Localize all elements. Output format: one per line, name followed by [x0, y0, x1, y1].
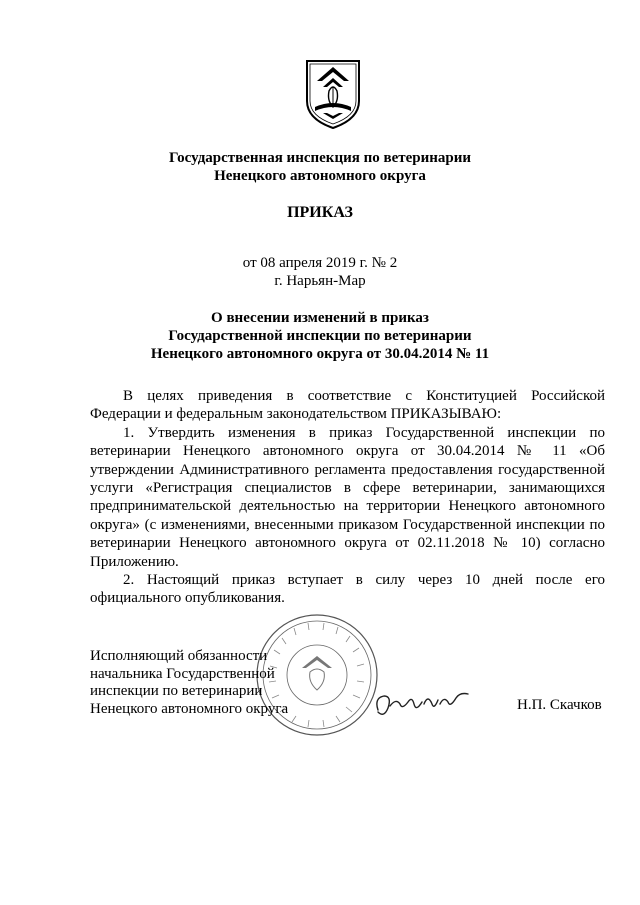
subject-line-1: О внесении изменений в приказ	[211, 310, 429, 326]
signatory-position-line-3: инспекции по ветеринарии	[90, 683, 263, 700]
document-body	[90, 387, 605, 608]
signatory-position-line-2: начальника Государственной	[90, 665, 275, 682]
preamble-paragraph: В целях приведения в соответствие с Конституцией Российской Федерации и федеральным законодательством ПРИКАЗЫВАЮ:	[90, 388, 605, 423]
signatory-name: Н.П. Скачков	[517, 697, 602, 713]
document-date-number: от 08 апреля 2019 г. № 2	[242, 255, 398, 271]
order-item-2: 2. Настоящий приказ вступает в силу через 10 дней после его официального опубликования.	[90, 572, 605, 607]
handwritten-signature	[372, 684, 472, 724]
document-type-title: ПРИКАЗ	[287, 204, 353, 221]
document-place: г. Нарьян-Мар	[274, 273, 366, 289]
subject-line-2: Государственной инспекции по ветеринарии	[168, 328, 472, 344]
organization-name-line-2: Ненецкого автономного округа	[214, 168, 426, 184]
signatory-position-line-1: Исполняющий обязанности	[90, 648, 268, 664]
subject-line-3: Ненецкого автономного округа от 30.04.2014 № 11	[150, 346, 490, 362]
organization-name-line-1: Государственная инспекция по ветеринарии	[168, 150, 472, 166]
signatory-position	[90, 648, 288, 718]
signatory-position-line-4: Ненецкого автономного округа	[90, 700, 289, 717]
coat-of-arms-emblem	[303, 57, 363, 131]
order-item-1: 1. Утвердить изменения в приказ Государственной инспекции по ветеринарии Ненецкого автономного округа от 30.04.2014 № 11 «Об утверждении Административного регламента предоставления государственной услуги «Регистрация специалистов в сфере ветеринарии, занимающихся предпринимательской деятельностью на территории Ненецкого автономного округа» (с изменениями, внесенными приказом Государственной инспекции по ветеринарии Ненецкого автономного округа от 02.11.2018 № 10) согласно Приложению.	[90, 424, 605, 570]
